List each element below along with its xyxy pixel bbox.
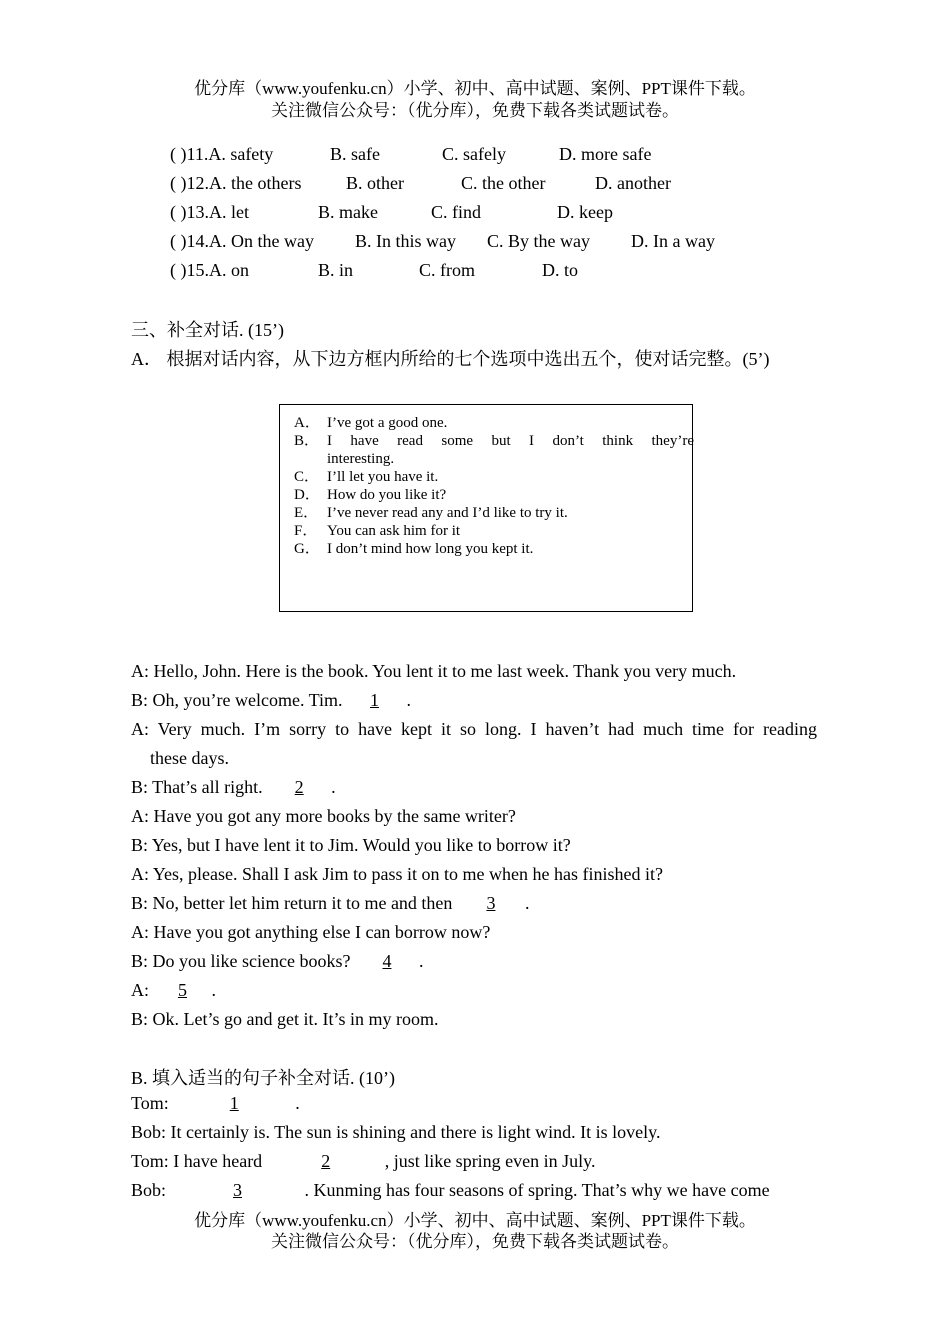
dialog-line: B: Yes, but I have lent it to Jim. Would you like to borrow it? xyxy=(131,835,571,855)
part-b-title: B. 填入适当的句子补全对话. (10’) xyxy=(131,1068,395,1088)
option-d: D. another xyxy=(595,173,671,193)
question-stem: ( )14.A. On the way xyxy=(170,231,314,251)
footer-line-1: 优分库（www.youfenku.cn）小学、初中、高中试题、案例、PPT课件下载。 xyxy=(194,1211,756,1230)
option-c: C. the other xyxy=(461,173,546,193)
dialog-line: Tom: I have heard 2 , just like spring even in July. xyxy=(131,1151,596,1171)
answer-blank[interactable]: 5 xyxy=(178,980,187,1000)
dialog-line: Bob: 3 . Kunming has four seasons of spring. That’s why we have come xyxy=(131,1180,770,1200)
header-line-2: 关注微信公众号：（优分库），免费下载各类试题试卷。 xyxy=(271,101,679,120)
option-b: B. other xyxy=(346,173,404,193)
dialog-line: Bob: It certainly is. The sun is shining and there is light wind. It is lovely. xyxy=(131,1122,661,1142)
question-stem: ( )15.A. on xyxy=(170,260,249,280)
option-b: B. make xyxy=(318,202,378,222)
answer-blank[interactable]: 3 xyxy=(233,1180,243,1200)
answer-blank[interactable]: 2 xyxy=(321,1151,331,1171)
dialog-line: B: That’s all right. 2 . xyxy=(131,777,336,797)
option-c: C. By the way xyxy=(487,231,590,251)
answer-blank[interactable]: 2 xyxy=(294,777,304,797)
option-d: D. In a way xyxy=(631,231,715,251)
dialog-line: B: Oh, you’re welcome. Tim. 1 . xyxy=(131,690,411,710)
option-b: B. in xyxy=(318,260,354,280)
option-b: B. safe xyxy=(330,144,380,164)
answer-blank[interactable]: 4 xyxy=(382,951,392,971)
option-c: C. find xyxy=(431,202,482,222)
part-a-instruction: A． 根据对话内容，从下边方框内所给的七个选项中选出五个，使对话完整。(5’) xyxy=(131,349,770,369)
options-box: A． I’ve got a good one. B． I have read some but I don’t think they’re interesting. C． I’ll let you have it. D． How do you like it? E． I’ve never read any and I’d like to try it. F． You can ask him for it G． I don’t mind how long you kept it. xyxy=(279,404,693,612)
dialog-line: A: Yes, please. Shall I ask Jim to pass it on to me when he has finished it? xyxy=(131,864,663,884)
dialog-line-continued: these days. xyxy=(150,748,229,768)
dialog-line: B: Ok. Let’s go and get it. It’s in my room. xyxy=(131,1009,439,1029)
dialog-line: B: No, better let him return it to me and then 3 . xyxy=(131,893,530,913)
option-c: C. from xyxy=(419,260,475,280)
option-d: D. more safe xyxy=(559,144,652,164)
dialog-line: A: Have you got anything else I can borrow now? xyxy=(131,922,491,942)
option-d: D. to xyxy=(542,260,578,280)
footer-line-2: 关注微信公众号：（优分库），免费下载各类试题试卷。 xyxy=(271,1232,679,1251)
dialog-line: A: Have you got any more books by the same writer? xyxy=(131,806,516,826)
dialog-line: A: Very much. I’m sorry to have kept it so long. I haven’t had much time for reading xyxy=(131,719,817,739)
option-b: B. In this way xyxy=(355,231,456,251)
dialog-line: B: Do you like science books? 4 . xyxy=(131,951,424,971)
section-title: 三、补全对话. (15’) xyxy=(131,320,284,340)
header-line-1: 优分库（www.youfenku.cn）小学、初中、高中试题、案例、PPT课件下载。 xyxy=(194,79,756,98)
question-stem: ( )12.A. the others xyxy=(170,173,302,193)
option-c: C. safely xyxy=(442,144,506,164)
question-stem: ( )11.A. safety xyxy=(170,144,274,164)
answer-blank[interactable]: 1 xyxy=(229,1093,239,1113)
dialog-line: Tom: 1 . xyxy=(131,1093,300,1113)
answer-blank[interactable]: 1 xyxy=(370,690,379,710)
dialog-line: A: Hello, John. Here is the book. You lent it to me last week. Thank you very much. xyxy=(131,661,737,681)
option-d: D. keep xyxy=(557,202,613,222)
answer-blank[interactable]: 3 xyxy=(486,893,496,913)
dialog-line: A: 5 . xyxy=(131,980,216,1000)
question-stem: ( )13.A. let xyxy=(170,202,249,222)
